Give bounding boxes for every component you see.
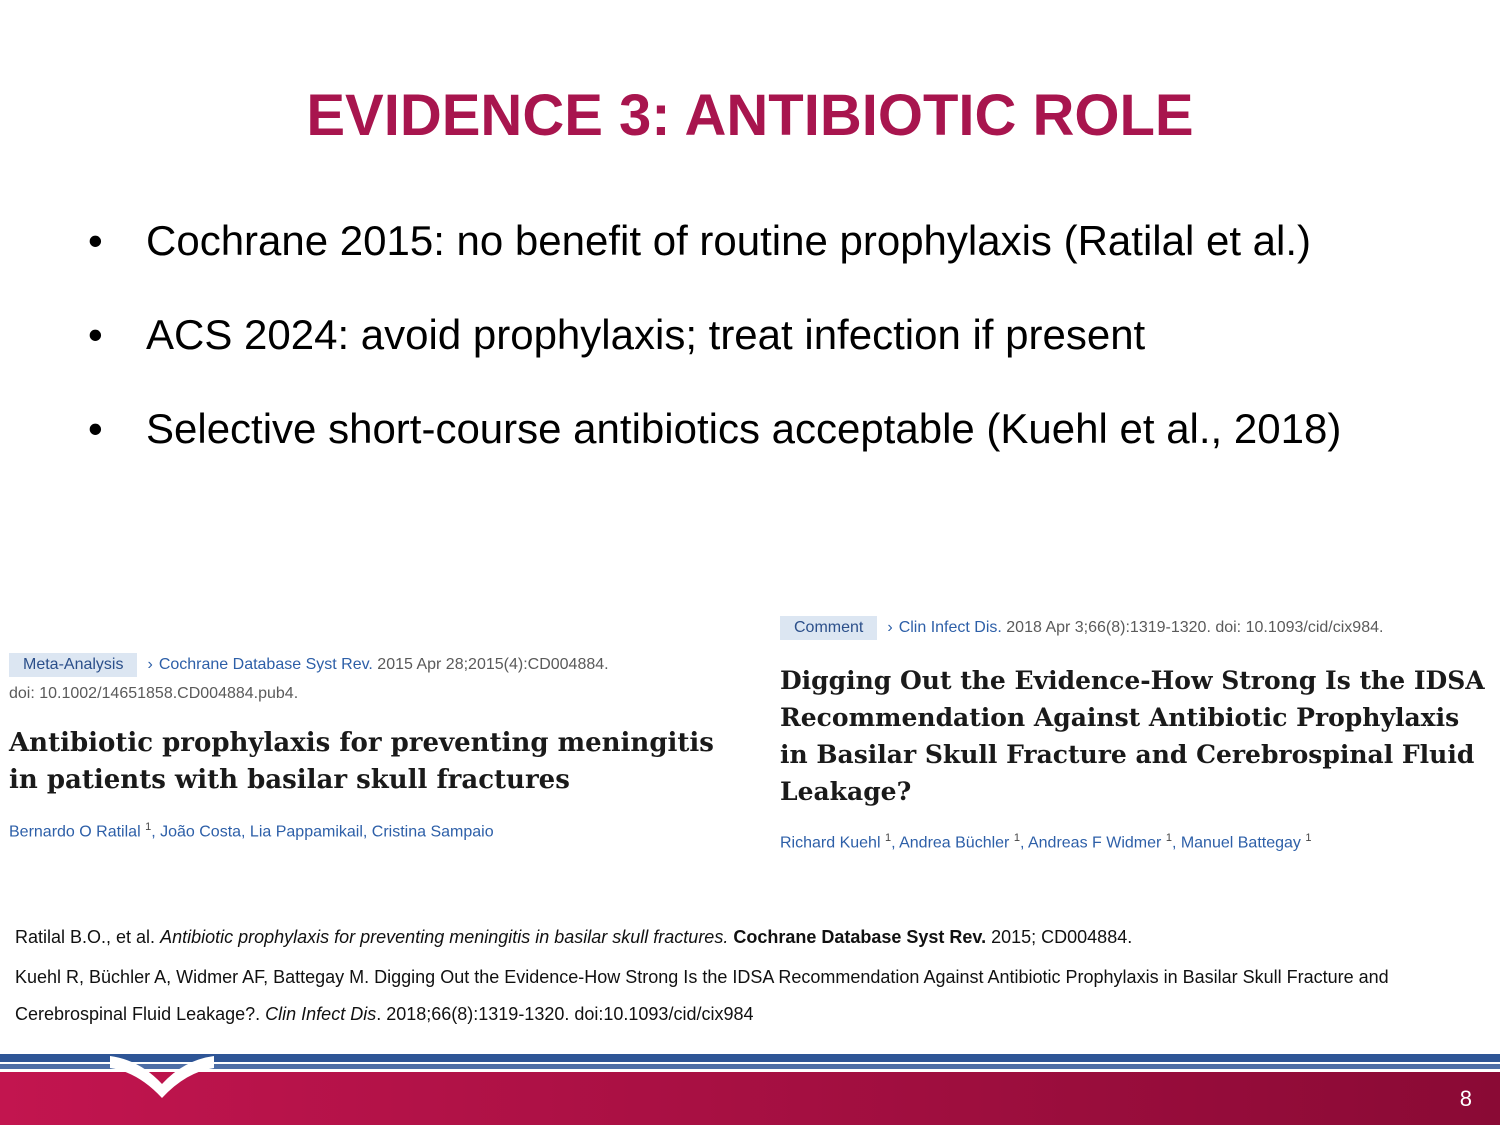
affiliation-sup: 1 (1013, 832, 1020, 844)
bullet-text: ACS 2024: avoid prophylaxis; treat infection if present (146, 311, 1146, 358)
ref-journal: Cochrane Database Syst Rev. (728, 927, 987, 947)
reference-2 (15, 959, 1490, 1033)
author-link[interactable]: Manuel Battegay (1180, 834, 1301, 852)
footer-red-band (0, 1072, 1500, 1125)
article-title: Antibiotic prophylaxis for preventing meningitis in patients with basilar skull fractures (9, 728, 714, 795)
author-link[interactable]: Andrea Büchler (899, 834, 1010, 852)
author-link[interactable]: Bernardo O Ratilal (9, 823, 141, 841)
ref-journal: Clin Infect Dis (265, 1004, 377, 1024)
reference-1 (15, 925, 1490, 949)
ref-details: . 2018;66(8):1319-1320. doi:10.1093/cid/cix984 (376, 1004, 754, 1024)
bullet-item (88, 294, 1410, 376)
journal-link[interactable]: Cochrane Database Syst Rev. (158, 656, 373, 673)
slide-title: EVIDENCE 3: ANTIBIOTIC ROLE (306, 83, 1194, 148)
bullet-dot: • (88, 311, 103, 358)
article-card-right (780, 616, 1500, 852)
article-type-tag: Meta-Analysis (9, 653, 137, 677)
affiliation-sup: 1 (884, 832, 892, 844)
citation-text: 2018 Apr 3;66(8):1319-1320. doi: 10.1093/cid/cix984. (1006, 619, 1384, 636)
bullet-item (88, 388, 1410, 470)
chevron-right-icon: › (147, 656, 153, 673)
chevron-right-icon: › (887, 619, 893, 636)
citation-text: 2015 Apr 28;2015(4):CD004884. (377, 656, 609, 673)
author-link[interactable]: Richard Kuehl (780, 834, 881, 852)
ref-authors: Ratilal B.O., et al. (15, 927, 161, 947)
article-title: Digging Out the Evidence-How Strong Is the IDSA Recommendation Against Antibiotic Prophylaxis in Basilar Skull Fracture and Cerebrospinal Fluid Leakage? (780, 666, 1485, 806)
author-list: Richard Kuehl $^1$, Andrea Büchler $^1$, Andreas F Widmer $^1$, Manuel Battegay $^1$ (780, 832, 1312, 852)
author-link[interactable]: Lia Pappamikail (249, 823, 363, 841)
author-list: Bernardo O Ratilal $^1$, João Costa, Lia Pappamikail, Cristina Sampaio (9, 821, 494, 841)
author-link[interactable]: Andreas F Widmer (1027, 834, 1162, 852)
author-link[interactable]: João Costa (160, 823, 242, 841)
footer-blue-stripe (0, 1054, 1500, 1062)
journal-link[interactable]: Clin Infect Dis. (898, 619, 1002, 636)
affiliation-sup: 1 (1165, 832, 1172, 844)
article-card-left (9, 653, 749, 841)
bullet-text: Cochrane 2015: no benefit of routine prophylaxis (Ratilal et al.) (146, 217, 1312, 264)
ref-title: Antibiotic prophylaxis for preventing meningitis in basilar skull fractures. (160, 927, 729, 947)
author-link[interactable]: Cristina Sampaio (371, 823, 494, 841)
article-type-tag: Comment (780, 616, 877, 640)
bullet-text: Selective short-course antibiotics acceptable (Kuehl et al., 2018) (146, 405, 1342, 452)
footer-band (0, 1050, 1500, 1125)
bullet-dot: • (88, 405, 103, 452)
bullet-dot: • (88, 217, 103, 264)
bullet-item (88, 200, 1410, 282)
page-number: 8 (1459, 1086, 1472, 1111)
affiliation-sup: 1 (1305, 832, 1312, 844)
bullet-list (88, 200, 1410, 482)
doi-text: doi: 10.1002/14651858.CD004884.pub4. (9, 685, 299, 702)
references (15, 925, 1490, 1047)
ref-details: 2015; CD004884. (986, 927, 1133, 947)
affiliation-sup: 1 (145, 821, 152, 833)
ref-text: Kuehl R, Büchler A, Widmer AF, Battegay M. Digging Out the Evidence-How Strong Is the IDSA Recommendation Against Antibiotic Prophylaxis in Basilar Skull Fracture and Cerebrospinal Fluid Leakage?. (15, 967, 1389, 1024)
footer-blue-stripe-thin (0, 1064, 1500, 1069)
